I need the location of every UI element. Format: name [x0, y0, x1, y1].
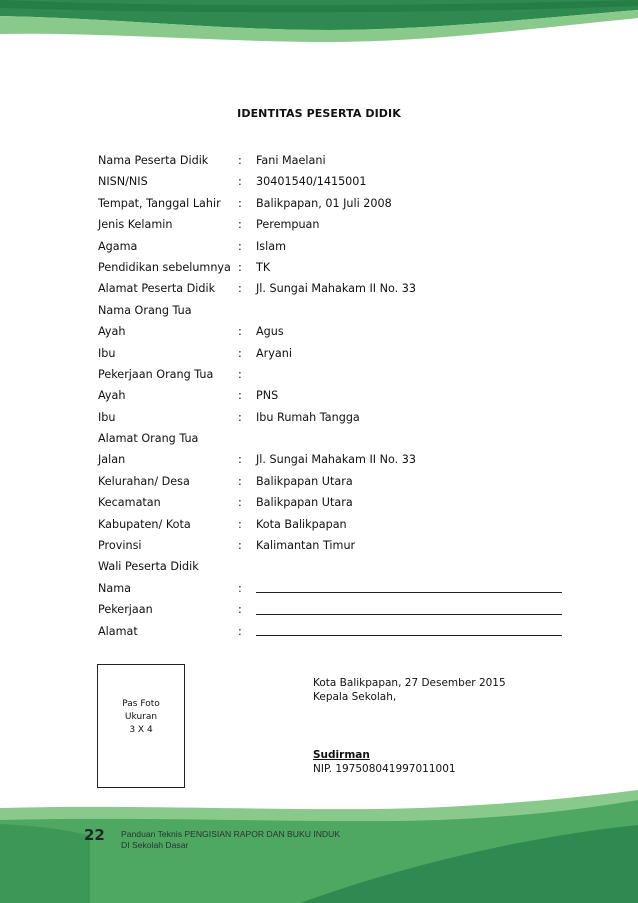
field-value: Kalimantan Timur [256, 539, 356, 553]
field-blank-line [256, 592, 562, 593]
field-value: Fani Maelani [256, 154, 326, 167]
signature-block [313, 676, 506, 776]
field-row [98, 621, 568, 642]
footer-band-left [0, 824, 90, 903]
field-value: Balikpapan Utara [256, 496, 353, 510]
field-label: Pekerjaan Orang Tua [98, 367, 214, 381]
field-label: Ayah [98, 325, 126, 339]
field-row [98, 471, 568, 492]
field-row [98, 278, 568, 299]
field-colon: : [238, 175, 242, 189]
field-colon: : [238, 389, 242, 403]
field-row [98, 236, 568, 257]
photo-placeholder [97, 664, 185, 788]
field-row [98, 364, 568, 385]
field-row [98, 535, 568, 556]
field-label: Nama [98, 581, 131, 595]
field-label: Ibu [98, 346, 116, 360]
field-colon: : [238, 218, 242, 232]
field-row [98, 492, 568, 513]
field-row [98, 407, 568, 428]
field-label: Alamat Peserta Didik [98, 282, 216, 296]
field-value: Ibu Rumah Tangga [256, 410, 360, 424]
field-label: Pendidikan sebelumnya [98, 260, 231, 274]
footer-caption [121, 829, 340, 851]
field-value: 30401540/1415001 [256, 175, 367, 189]
field-blank-line [256, 614, 562, 615]
field-value: Balikpapan Utara [256, 474, 353, 488]
field-label: Kecamatan [98, 496, 161, 510]
photo-caption-line: Ukuran [124, 712, 158, 722]
field-row [98, 171, 568, 192]
field-colon: : [238, 496, 242, 510]
field-row [98, 150, 568, 171]
student-identity-list [98, 150, 568, 642]
field-row [98, 449, 568, 470]
field-row [98, 428, 568, 449]
field-label: Jenis Kelamin [98, 218, 173, 232]
field-colon: : [238, 453, 242, 467]
signature-role: Kepala Sekolah, [313, 691, 397, 703]
field-value: Aryani [256, 346, 292, 360]
field-value: Balikpapan, 01 Juli 2008 [256, 196, 392, 210]
field-row [98, 343, 568, 364]
field-value: Perempuan [256, 218, 320, 232]
field-colon: : [238, 517, 242, 531]
field-colon: : [238, 260, 242, 274]
signature-place-date: Kota Balikpapan, 27 Desember 2015 [313, 677, 506, 689]
field-label: Agama [98, 239, 138, 253]
field-value: Islam [256, 239, 286, 253]
field-row [98, 599, 568, 620]
field-row [98, 300, 568, 321]
field-row [98, 321, 568, 342]
photo-caption-line: 3 X 4 [129, 725, 153, 735]
field-colon: : [238, 282, 242, 296]
field-row [98, 193, 568, 214]
photo-caption-line: Pas Foto [122, 699, 160, 709]
field-label: Kabupaten/ Kota [98, 517, 191, 531]
field-value: Jl. Sungai Mahakam II No. 33 [256, 282, 416, 296]
field-label: Alamat [98, 624, 138, 638]
field-row [98, 385, 568, 406]
field-value: PNS [256, 389, 279, 403]
field-label: Nama Peserta Didik [98, 154, 209, 167]
field-colon: : [238, 196, 242, 210]
header-decoration [0, 0, 638, 62]
field-value: Jl. Sungai Mahakam II No. 33 [256, 453, 416, 467]
footer-caption-line: DI Sekolah Dasar [121, 840, 189, 850]
page-number: 22 [84, 826, 105, 844]
field-label: Alamat Orang Tua [98, 432, 199, 446]
field-label: Provinsi [98, 539, 142, 553]
field-value: Kota Balikpapan [256, 517, 347, 531]
field-row [98, 214, 568, 235]
field-value: TK [256, 260, 271, 274]
field-blank-line [256, 635, 562, 636]
field-colon: : [238, 325, 242, 339]
field-label: Jalan [98, 453, 126, 467]
field-value: Agus [256, 325, 284, 339]
field-row [98, 257, 568, 278]
field-row [98, 578, 568, 599]
field-colon: : [238, 581, 242, 595]
field-colon: : [238, 239, 242, 253]
field-colon: : [238, 154, 242, 167]
field-label: Ibu [98, 410, 116, 424]
field-label: Tempat, Tanggal Lahir [98, 196, 221, 210]
field-label: Ayah [98, 389, 126, 403]
signature-nip: NIP. 197508041997011001 [313, 763, 456, 775]
field-row [98, 556, 568, 577]
signature-name: Sudirman [313, 749, 370, 761]
field-colon: : [238, 539, 242, 553]
field-colon: : [238, 367, 242, 381]
field-label: NISN/NIS [98, 175, 148, 189]
field-colon: : [238, 603, 242, 617]
field-colon: : [238, 410, 242, 424]
field-row [98, 514, 568, 535]
field-colon: : [238, 474, 242, 488]
field-label: Nama Orang Tua [98, 303, 192, 317]
footer-caption-line: Panduan Teknis PENGISIAN RAPOR DAN BUKU INDUK [121, 829, 341, 839]
field-colon: : [238, 346, 242, 360]
field-label: Wali Peserta Didik [98, 560, 199, 574]
field-colon: : [238, 624, 242, 638]
field-label: Kelurahan/ Desa [98, 474, 190, 488]
photo-caption [98, 698, 184, 737]
field-label: Pekerjaan [98, 603, 153, 617]
page-title: IDENTITAS PESERTA DIDIK [237, 107, 401, 120]
